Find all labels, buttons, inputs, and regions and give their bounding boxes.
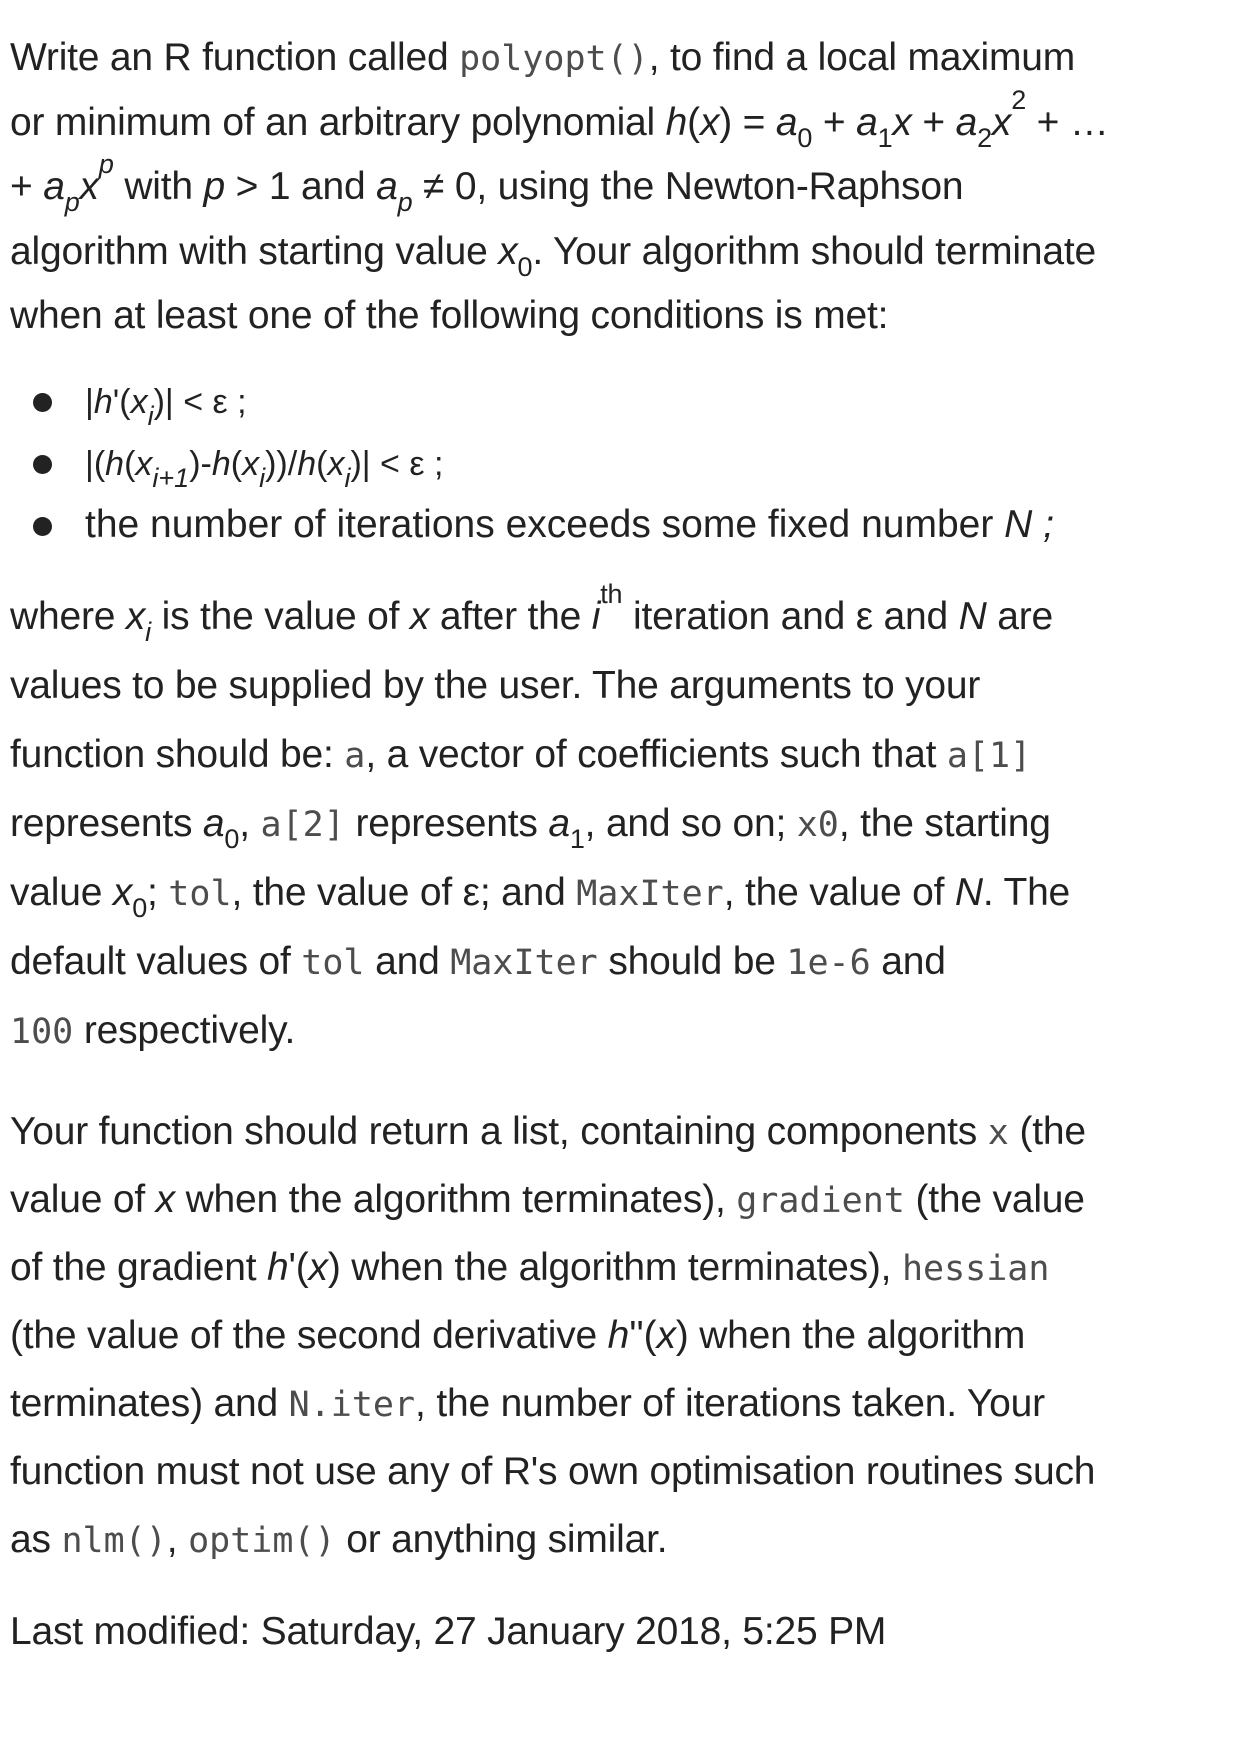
inline-code: 1e-6 — [786, 943, 871, 983]
text: as — [10, 1518, 62, 1561]
text: ( — [316, 445, 328, 483]
math-var: x — [656, 1314, 676, 1357]
bullet-icon — [33, 393, 52, 412]
subscript: i+1 — [152, 463, 190, 493]
inline-code: N.iter — [288, 1385, 416, 1425]
return-line-3 — [10, 1234, 1232, 1302]
subscript: p — [397, 187, 413, 217]
text: |( — [85, 445, 106, 483]
text: | — [85, 383, 94, 421]
math-var: h — [211, 445, 231, 483]
text: , the number of iterations taken. Your — [415, 1382, 1045, 1425]
intro-line-2 — [10, 84, 1232, 156]
text: '( — [288, 1246, 309, 1289]
termination-conditions-list — [0, 370, 1242, 556]
subscript: 0 — [132, 893, 148, 923]
text: ( — [124, 445, 136, 483]
text: or minimum of an arbitrary polynomial — [10, 100, 666, 144]
args-line-1 — [10, 579, 1232, 651]
text: )- — [189, 445, 212, 483]
text: represents — [344, 802, 549, 845]
text: and — [870, 940, 946, 983]
text: Write an R function called — [10, 36, 460, 79]
text: > 1 and — [225, 165, 377, 208]
inline-code: optim() — [188, 1521, 336, 1561]
math-var: a — [775, 100, 798, 144]
text: ; — [1032, 503, 1054, 546]
subscript: 0 — [797, 122, 813, 153]
text: default values of — [10, 940, 302, 983]
math-var: h — [105, 445, 125, 483]
text: , the starting — [838, 802, 1051, 845]
math-var: N — [958, 595, 987, 638]
list-item — [0, 432, 1242, 494]
args-line-6 — [10, 927, 1232, 996]
text: , to find a local maximum — [648, 36, 1076, 79]
text: + — [911, 100, 956, 144]
math-var: x — [699, 100, 720, 144]
text: with — [113, 165, 204, 208]
text: and — [364, 940, 451, 983]
text: , and so on; — [584, 802, 797, 845]
math-var: N — [1004, 503, 1033, 546]
text: , — [166, 1518, 189, 1561]
math-var: x — [991, 100, 1012, 144]
math-var: x — [498, 229, 518, 273]
text: when the algorithm terminates), — [174, 1178, 737, 1221]
subscript: i — [145, 617, 151, 647]
text: iteration and ε and — [622, 595, 959, 638]
subscript: 1 — [569, 824, 585, 854]
inline-code: 100 — [10, 1012, 74, 1052]
text: . Your algorithm should terminate — [532, 229, 1096, 273]
text: , — [239, 802, 261, 845]
text: , the value of — [723, 871, 955, 914]
math-var: x — [308, 1246, 328, 1289]
math-var: N — [954, 871, 983, 914]
subscript: p — [64, 187, 80, 217]
text: values to be supplied by the user. The arguments to your — [10, 664, 981, 707]
subscript: 1 — [877, 122, 893, 153]
text: are — [986, 595, 1054, 638]
text: the number of iterations exceeds some fixed number — [85, 503, 1005, 546]
text: terminates) and — [10, 1382, 289, 1425]
superscript: 2 — [1011, 84, 1027, 115]
inline-code: x0 — [796, 805, 839, 845]
text: of the gradient — [10, 1246, 267, 1289]
math-var: i — [591, 595, 601, 638]
math-var: a — [202, 802, 225, 845]
text: or anything similar. — [335, 1518, 668, 1561]
text: '( — [112, 383, 131, 421]
text: ; — [147, 871, 169, 914]
text: where — [10, 595, 126, 638]
text: + — [812, 100, 857, 144]
text: after the — [429, 595, 592, 638]
text: (the value — [904, 1178, 1085, 1221]
math-var: x — [79, 165, 99, 208]
function-name-code: polyopt() — [459, 39, 649, 79]
text: respectively. — [73, 1009, 296, 1052]
inline-code: MaxIter — [450, 943, 598, 983]
math-var: a — [43, 165, 65, 208]
inline-code: tol — [168, 874, 232, 914]
math-var: x — [892, 100, 912, 144]
text: function should be: — [10, 733, 345, 776]
intro-line-3 — [10, 149, 1232, 220]
text: )| < ε ; — [350, 445, 444, 483]
math-var: x — [112, 871, 133, 914]
text: ( — [687, 100, 700, 144]
args-line-3 — [10, 720, 1232, 789]
text: + … — [1026, 100, 1109, 144]
subscript: 0 — [517, 251, 533, 282]
math-var: x — [242, 445, 260, 483]
intro-line-4 — [10, 220, 1232, 285]
subscript: 0 — [224, 824, 240, 854]
text: should be — [597, 940, 787, 983]
text: )| < ε ; — [153, 383, 247, 421]
math-var: h — [93, 383, 113, 421]
text: algorithm with starting value — [10, 229, 499, 273]
inline-code: hessian — [901, 1249, 1050, 1289]
text: ≠ 0, using the Newton-Raphson — [412, 165, 964, 208]
list-item — [0, 494, 1242, 556]
superscript: th — [600, 579, 623, 609]
text: represents — [10, 802, 203, 845]
args-line-7 — [10, 996, 1232, 1065]
text: Your function should return a list, containing components — [10, 1110, 988, 1153]
intro-line-5 — [10, 284, 1232, 349]
last-modified — [10, 1600, 1232, 1665]
args-line-5 — [10, 858, 1232, 927]
inline-code: x — [987, 1113, 1009, 1153]
subscript: 2 — [977, 122, 992, 153]
text: ) = — [719, 100, 776, 144]
math-var: a — [376, 165, 398, 208]
inline-code: a[2] — [260, 805, 345, 845]
math-var: x — [409, 595, 430, 638]
intro-paragraph — [10, 26, 1232, 349]
math-var: p — [203, 165, 226, 208]
return-line-6 — [10, 1438, 1232, 1506]
text: ) when the algorithm terminates), — [327, 1246, 902, 1289]
math-var: a — [955, 100, 978, 144]
bullet-icon — [33, 455, 52, 474]
math-var: x — [327, 445, 345, 483]
return-line-4 — [10, 1302, 1232, 1370]
list-item — [0, 370, 1242, 432]
text: ( — [230, 445, 243, 483]
subscript: i — [344, 463, 351, 493]
superscript: p — [98, 149, 114, 179]
inline-code: a — [344, 736, 366, 776]
subscript: i — [147, 401, 154, 431]
math-var: h — [665, 100, 688, 144]
text: when at least one of the following conditions is met: — [10, 294, 889, 337]
math-var: a — [548, 802, 570, 845]
subscript: i — [259, 463, 266, 493]
return-line-2 — [10, 1166, 1232, 1234]
intro-line-1 — [10, 26, 1232, 91]
math-var: x — [125, 595, 146, 638]
text: , a vector of coefficients such that — [365, 733, 947, 776]
inline-code: nlm() — [61, 1521, 167, 1561]
text: + — [10, 165, 44, 208]
return-paragraph — [10, 1098, 1232, 1574]
text: value — [10, 871, 113, 914]
args-line-2 — [10, 651, 1232, 720]
inline-code: MaxIter — [576, 874, 724, 914]
math-var: h — [607, 1314, 630, 1357]
text: ''( — [629, 1314, 657, 1357]
math-var: h — [266, 1246, 289, 1289]
last-modified-text: Last modified: Saturday, 27 January 2018, 5:25 PM — [10, 1610, 887, 1653]
text: ) when the algorithm — [675, 1314, 1026, 1357]
arguments-paragraph — [10, 579, 1232, 1065]
return-line-7 — [10, 1506, 1232, 1574]
text: (the value of the second derivative — [10, 1314, 608, 1357]
bullet-icon — [33, 517, 52, 536]
inline-code: gradient — [736, 1181, 905, 1221]
inline-code: tol — [301, 943, 365, 983]
text: is the value of — [150, 595, 410, 638]
text: ))/ — [265, 445, 298, 483]
math-var: x — [155, 1178, 175, 1221]
text: , the value of ε; and — [231, 871, 577, 914]
math-var: x — [135, 445, 153, 483]
inline-code: a[1] — [946, 736, 1032, 776]
args-line-4 — [10, 789, 1232, 858]
text: function must not use any of R's own optimisation routines such — [10, 1450, 1096, 1493]
math-var: h — [297, 445, 317, 483]
text: value of — [10, 1178, 156, 1221]
text: (the — [1008, 1110, 1086, 1153]
text: . The — [982, 871, 1071, 914]
return-line-5 — [10, 1370, 1232, 1438]
math-var: a — [856, 100, 878, 144]
math-var: x — [130, 383, 148, 421]
return-line-1 — [10, 1098, 1232, 1166]
